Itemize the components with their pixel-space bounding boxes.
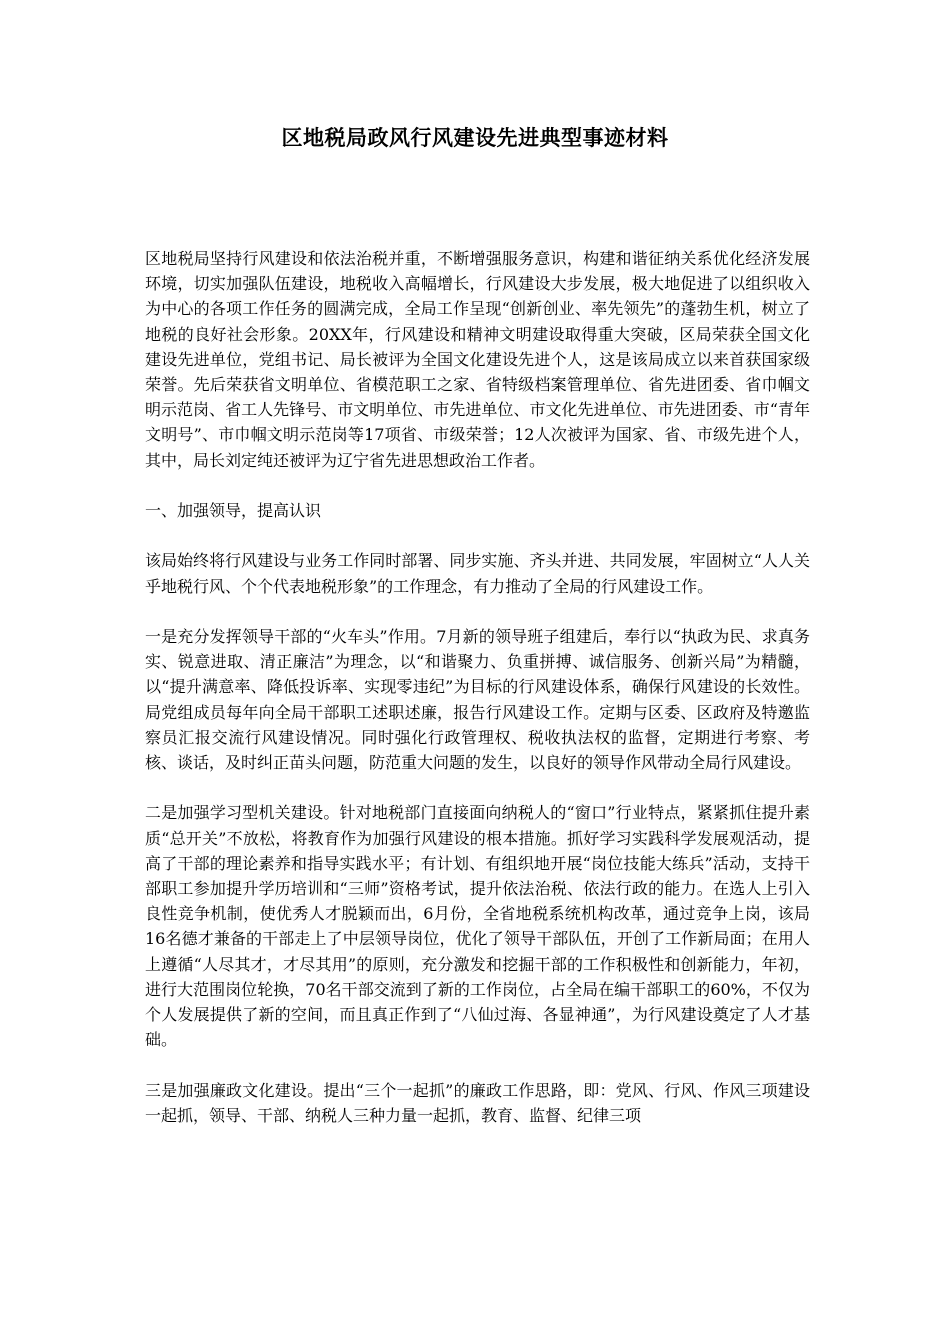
body-paragraph: 区地税局坚持行风建设和依法治税并重，不断增强服务意识，构建和谐征纳关系优化经济发展环境，切实加强队伍建设，地税收入高幅增长，行风建设大步发展，极大地促进了以组织收入为中心的各项工作任务的圆满完成，全局工作呈现“创新创业、率先领先”的蓬勃生机，树立了地税的良好社会形象。20XX年，行风建设和精神文明建设取得重大突破，区局荣获全国文化建设先进单位，党组书记、局长被评为全国文化建设先进个人，这是该局成立以来首获国家级荣誉。先后荣获省文明单位、省模范职工之家、省特级档案管理单位、省先进团委、省巾帼文明示范岗、省工人先锋号、市文明单位、市先进单位、市文化先进单位、市先进团委、市“青年文明号”、市巾帼文明示范岗等17项省、市级荣誉；12人次被评为国家、省、市级先进个人，其中，局长刘定纯还被评为辽宁省先进思想政治工作者。 [145,249,810,470]
body-paragraph: 二是加强学习型机关建设。针对地税部门直接面向纳税人的“窗口”行业特点，紧紧抓住提升素质“总开关”不放松，将教育作为加强行风建设的根本措施。抓好学习实践科学发展观活动，提高了干部的理论素养和指导实践水平；有计划、有组织地开展“岗位技能大练兵”活动，支持干部职工参加提升学历培训和“三师”资格考试，提升依法治税、依法行政的能力。在选人上引入良性竞争机制，使优秀人才脱颖而出，6月份，全省地税系统机构改革，通过竞争上岗，该局16名德才兼备的干部走上了中层领导岗位，优化了领导干部队伍，开创了工作新局面；在用人上遵循“人尽其才，才尽其用”的原则，充分激发和挖掘干部的工作积极性和创新能力，年初，进行大范围岗位轮换，70名干部交流到了新的工作岗位，占全局在编干部职工的60%，不仅为个人发展提供了新的空间，而且真正作到了“八仙过海、各显神通”，为行风建设奠定了人才基础。 [145,803,810,1050]
body-paragraph: 该局始终将行风建设与业务工作同时部署、同步实施、齐头并进、共同发展，牢固树立“人人关乎地税行风、个个代表地税形象”的工作理念，有力推动了全局的行风建设工作。 [145,551,810,596]
body-paragraph: 一是充分发挥领导干部的“火车头”作用。7月新的领导班子组建后，奉行以“执政为民、求真务实、锐意进取、清正廉洁”为理念，以“和谐聚力、负重拼搏、诚信服务、创新兴局”为精髓，以“提升满意率、降低投诉率、实现零违纪”为目标的行风建设体系，确保行风建设的长效性。局党组成员每年向全局干部职工述职述廉，报告行风建设工作。定期与区委、区政府及特邀监察员汇报交流行风建设情况。同时强化行政管理权、税收执法权的监督，定期进行考察、考核、谈话，及时纠正苗头问题，防范重大问题的发生，以良好的领导作风带动全局行风建设。 [145,627,810,773]
document-body [145,246,810,1153]
document-title: 区地税局政风行风建设先进典型事迹材料 [281,125,669,150]
body-paragraph: 三是加强廉政文化建设。提出“三个一起抓”的廉政工作思路，即：党风、行风、作风三项建设一起抓，领导、干部、纳税人三种力量一起抓，教育、监督、纪律三项 [145,1080,810,1125]
section-heading: 一、加强领导，提高认识 [145,501,322,521]
